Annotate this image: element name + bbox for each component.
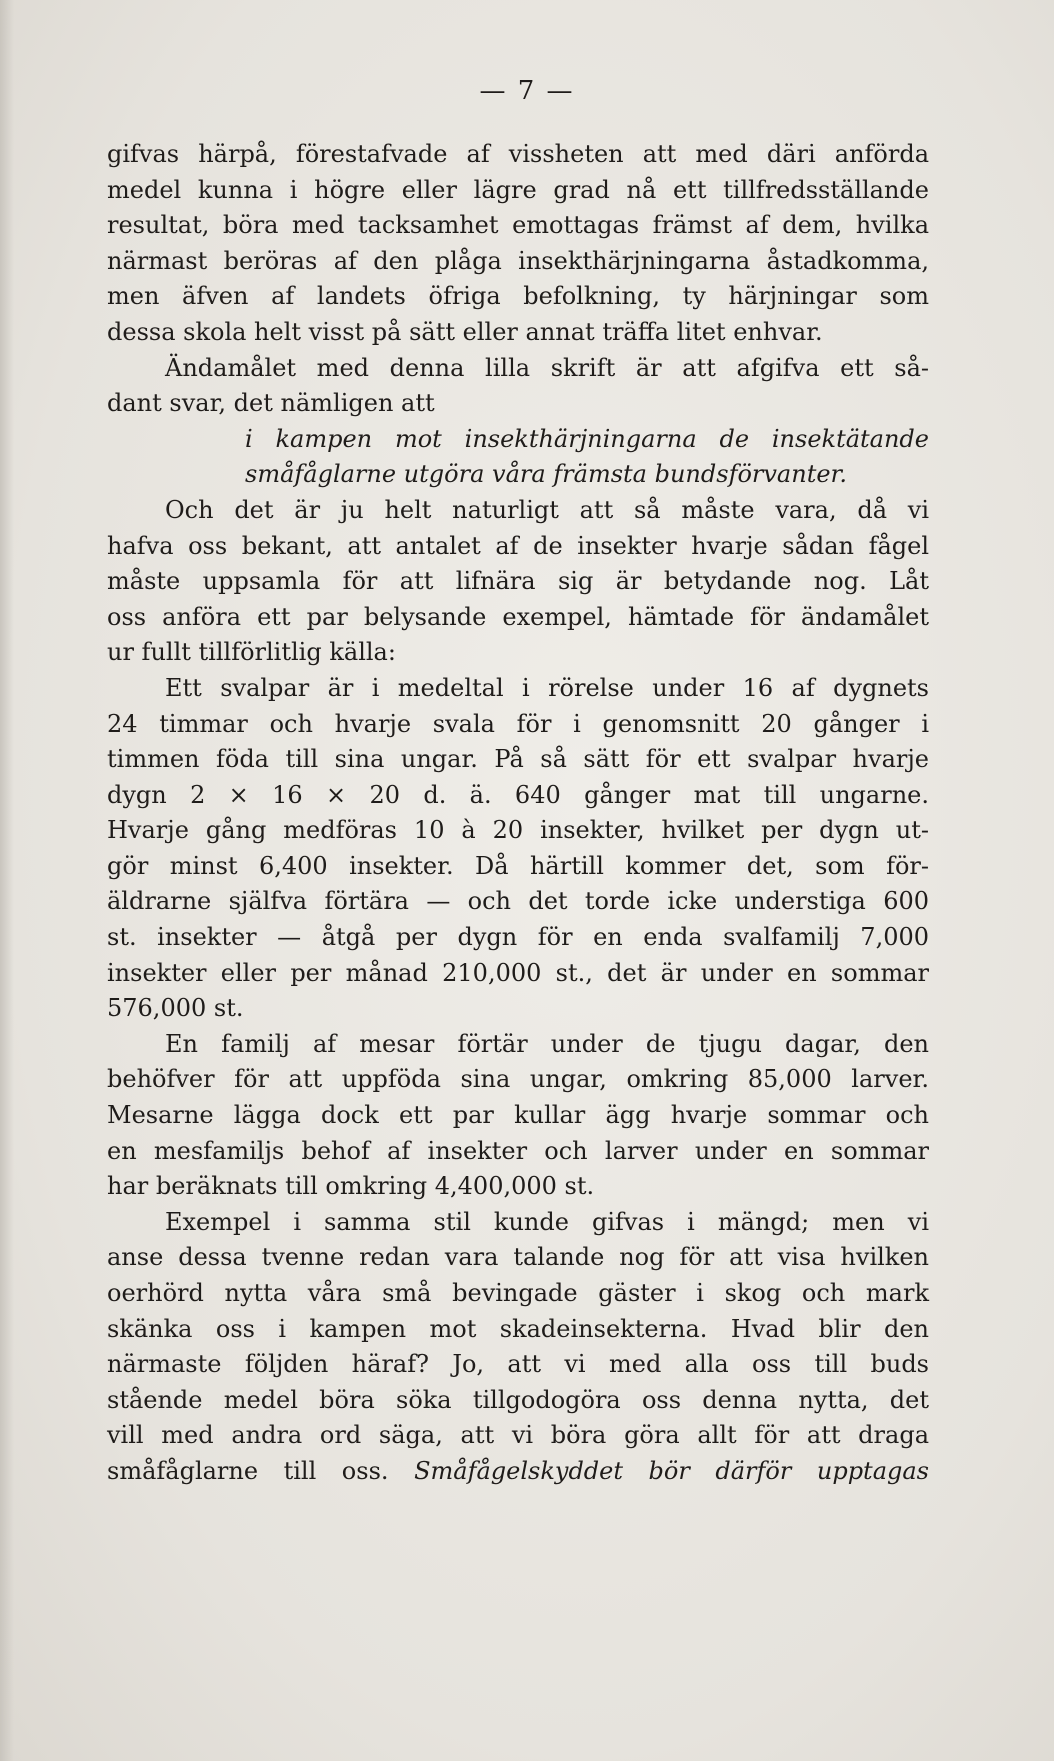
text-line: Mesarne lägga dock ett par kullar ägg hvarje sommar och [107, 1101, 929, 1130]
text-line: 576,000 st. [107, 994, 244, 1023]
text-line: måste uppsamla för att lifnära sig är betydande nog. Låt [107, 567, 929, 596]
page-number: — 7 — [479, 76, 575, 106]
text-line: gifvas härpå, förestafvade af vissheten att med däri anförda [107, 140, 929, 168]
text-line: medel kunna i högre eller lägre grad nå ett tillfredsställande [107, 175, 929, 204]
body-text [107, 137, 929, 1490]
text-line: dygn 2 × 16 × 20 d. ä. 640 gånger mat till ungarne. [107, 780, 929, 809]
text-line: småfåglarne utgöra våra främsta bundsförvanter. [245, 460, 848, 489]
text-line: i kampen mot insekthärjningarna de insektätande [245, 424, 929, 453]
text-line: ur fullt tillförlitlig källa: [107, 638, 396, 667]
text-line: Ändamålet med denna lilla skrift är att afgifva ett så- [165, 353, 929, 382]
text-line: dessa skola helt visst på sätt eller annat träffa litet enhvar. [107, 317, 823, 346]
text-line: närmaste följden häraf? Jo, att vi med alla oss till buds [107, 1350, 929, 1379]
text-line: skänka oss i kampen mot skadeinsekterna. Hvad blir den [107, 1314, 929, 1343]
text-line: timmen föda till sina ungar. På så sätt för ett svalpar hvarje [107, 745, 929, 774]
text-line: äldrarne själfva förtära — och det torde icke understiga 600 [107, 887, 929, 916]
text-line: har beräknats till omkring 4,400,000 st. [107, 1172, 595, 1201]
text-line: oss anföra ett par belysande exempel, hämtade för ändamålet [107, 602, 929, 631]
text-line: oerhörd nytta våra små bevingade gäster i skog och mark [107, 1279, 929, 1307]
text-line: dant svar, det nämligen att [107, 389, 435, 418]
text-line: hafva oss bekant, att antalet af de insekter hvarje sådan fågel [107, 531, 929, 560]
text-line: Ett svalpar är i medeltal i rörelse under 16 af dygnets [165, 673, 929, 702]
text-line: resultat, böra med tacksamhet emottagas främst af dem, hvilka [107, 211, 929, 240]
text-line: men äfven af landets öfriga befolkning, ty härjningar som [107, 282, 929, 311]
text-line-italic: Småfågelskyddet bör därför upptagas [414, 1456, 929, 1485]
page-edge-shadow [0, 0, 14, 1761]
text-line: behöfver för att uppföda sina ungar, omkring 85,000 larver. [107, 1065, 929, 1094]
text-line: En familj af mesar förtär under de tjugu dagar, den [165, 1029, 929, 1058]
text-line: anse dessa tvenne redan vara talande nog för att visa hvilken [107, 1243, 929, 1272]
text-line: Exempel i samma stil kunde gifvas i mängd; men vi [165, 1207, 929, 1236]
text-line: st. insekter — åtgå per dygn för en enda svalfamilj 7,000 [107, 923, 929, 952]
text-line: närmast beröras af den plåga insekthärjningarna åstadkomma, [107, 246, 929, 275]
text-line: vill med andra ord säga, att vi böra göra allt för att draga [107, 1421, 929, 1450]
text-line-roman: småfåglarne till oss. [107, 1456, 389, 1485]
text-line: stående medel böra söka tillgodogöra oss denna nytta, det [107, 1385, 929, 1414]
text-line: Och det är ju helt naturligt att så måste vara, då vi [165, 495, 929, 524]
text-line: insekter eller per månad 210,000 st., det är under en sommar [107, 958, 929, 987]
text-line: 24 timmar och hvarje svala för i genomsnitt 20 gånger i [107, 709, 929, 738]
text-line: en mesfamiljs behof af insekter och larver under en sommar [107, 1136, 929, 1165]
text-line: gör minst 6,400 insekter. Då härtill kommer det, som för- [107, 851, 929, 880]
text-line [107, 1454, 929, 1490]
text-line: Hvarje gång medföras 10 à 20 insekter, hvilket per dygn ut- [107, 816, 929, 845]
